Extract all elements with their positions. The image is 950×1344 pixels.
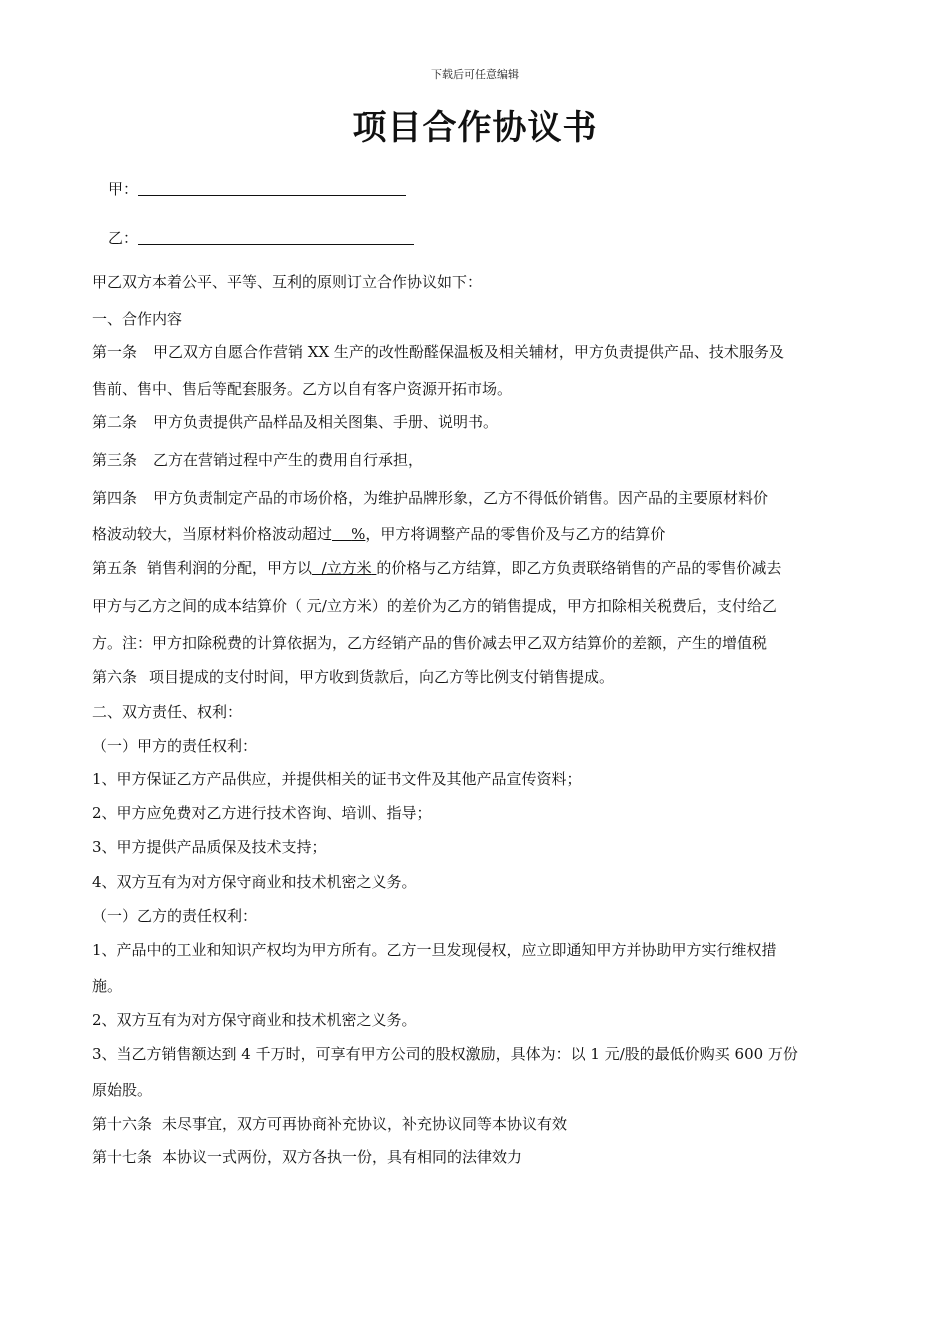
party-b-duty-2: 2、双方互有为对方保守商业和技术机密之义务。 <box>92 1011 417 1029</box>
party-b-duty-3: 3、当乙方销售额达到 4 千万时，可享有甲方公司的股权激励，具体为：以 1 元/股的最低价购买 600 万份 <box>92 1045 798 1063</box>
article-1-label: 第一条 <box>92 343 138 361</box>
article-5-line1-text: 销售利润的分配，甲方以 <box>147 559 313 577</box>
party-a-duty-2: 2、甲方应免费对乙方进行技术咨询、培训、指导； <box>92 804 432 822</box>
article-4-line2-tail: ，甲方将调整产品的零售价及与乙方的结算价 <box>365 525 666 543</box>
settlement-price-blank <box>312 559 376 577</box>
article-17 <box>92 1147 872 1167</box>
party-a-duty-1: 1、甲方保证乙方产品供应，并提供相关的证书文件及其他产品宣传资料； <box>92 770 582 788</box>
article-3 <box>92 450 872 470</box>
party-a-duty-3: 3、甲方提供产品质保及技术支持； <box>92 838 327 856</box>
article-5-line2: 甲方与乙方之间的成本结算价（ 元/立方米）的差价为乙方的销售提成，甲方扣除相关税费后，支付给乙 <box>92 597 777 615</box>
article-5 <box>92 558 872 578</box>
article-1-line1: 甲乙双方自愿合作营销 XX 生产的改性酚醛保温板及相关辅材，甲方负责提供产品、技术服务及 <box>153 343 784 361</box>
intro-paragraph: 甲乙双方本着公平、平等、互利的原则订立合作协议如下： <box>92 273 483 291</box>
article-4 <box>92 488 872 508</box>
article-1-line2: 售前、售中、售后等配套服务。乙方以自有客户资源开拓市场。 <box>92 380 513 398</box>
percent-sign: % <box>351 525 366 543</box>
article-2-label: 第二条 <box>92 413 138 431</box>
article-4-line2-text: 格波动较大，当原材料价格波动超过 <box>92 525 333 543</box>
document-title: 项目合作协议书 <box>352 108 598 148</box>
party-a-label: 甲： <box>108 180 139 198</box>
article-6-text: 项目提成的支付时间，甲方收到货款后，向乙方等比例支付销售提成。 <box>149 668 615 686</box>
article-3-text: 乙方在营销过程中产生的费用自行承担， <box>153 451 424 469</box>
threshold-percent-blank <box>332 525 365 543</box>
party-b-duty-3-line2: 原始股。 <box>92 1081 153 1099</box>
article-6 <box>92 667 872 687</box>
article-2 <box>92 412 872 432</box>
article-5-line1-tail: 的价格与乙方结算，即乙方负责联络销售的产品的零售价减去 <box>376 559 782 577</box>
article-17-label: 第十七条 <box>92 1148 153 1166</box>
article-5-line3: 方。注：甲方扣除税费的计算依据为，乙方经销产品的售价减去甲乙双方结算价的差额，产生的增值税 <box>92 634 768 652</box>
unit-per-cubic-meter: /立方米 <box>321 559 372 577</box>
party-b-duty-1: 1、产品中的工业和知识产权均为甲方所有。乙方一旦发现侵权，应立即通知甲方并协助甲方实行维权措 <box>92 941 777 959</box>
article-4-line2 <box>92 524 872 544</box>
article-2-text: 甲方负责提供产品样品及相关图集、手册、说明书。 <box>153 413 499 431</box>
article-4-label: 第四条 <box>92 489 138 507</box>
party-b-duty-1-line2: 施。 <box>92 977 123 995</box>
article-16-text: 未尽事宜，双方可再协商补充协议，补充协议同等本协议有效 <box>162 1115 568 1133</box>
article-17-text: 本协议一式两份，双方各执一份，具有相同的法律效力 <box>162 1148 523 1166</box>
article-16-label: 第十六条 <box>92 1115 153 1133</box>
party-b-label: 乙： <box>108 229 139 247</box>
article-16 <box>92 1114 872 1134</box>
party-b-duties-heading: （一）乙方的责任权利： <box>92 907 258 925</box>
article-4-line1: 甲方负责制定产品的市场价格，为维护品牌形象，乙方不得低价销售。因产品的主要原材料价 <box>153 489 769 507</box>
party-a-duty-4: 4、双方互有为对方保守商业和技术机密之义务。 <box>92 873 417 891</box>
section1-heading: 一、合作内容 <box>92 310 183 328</box>
header-note: 下载后可任意编辑 <box>431 68 519 81</box>
article-6-label: 第六条 <box>92 668 138 686</box>
party-b-blank <box>138 230 414 245</box>
party-b-field <box>108 227 414 248</box>
party-a-field <box>108 178 406 199</box>
section2-heading: 二、双方责任、权利： <box>92 703 243 721</box>
article-1 <box>92 342 872 362</box>
article-3-label: 第三条 <box>92 451 138 469</box>
party-a-blank <box>138 181 406 196</box>
article-5-label: 第五条 <box>92 559 138 577</box>
party-a-duties-heading: （一）甲方的责任权利： <box>92 737 258 755</box>
